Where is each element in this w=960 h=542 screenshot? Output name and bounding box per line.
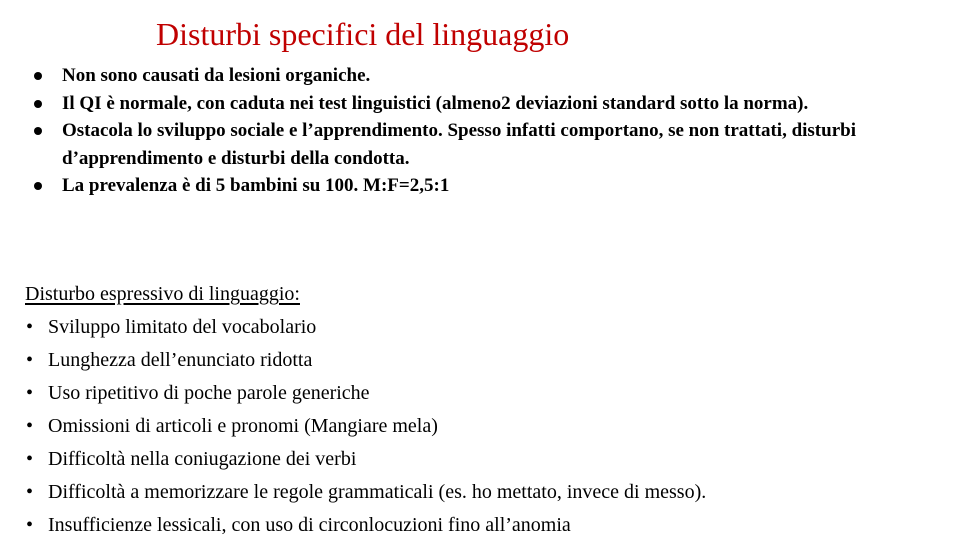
list-item-text: Insufficienze lessicali, con uso di circonlocuzioni fino all’anomia [48,514,571,536]
list-item [25,509,945,542]
section-heading: Disturbo espressivo di linguaggio: [25,283,300,305]
main-point [34,172,934,200]
bullet-icon: • [26,415,34,437]
list-item-text: Difficoltà nella coniugazione dei verbi [48,448,357,470]
bullet-icon: • [26,514,34,536]
symptom-list [25,311,945,542]
expressive-disorder-section [25,278,945,542]
bullet-icon: • [26,448,34,470]
bullet-dot-icon [34,100,42,108]
main-point-text: Non sono causati da lesioni organiche. [62,65,371,86]
bullet-icon: • [26,382,34,404]
main-point [34,90,934,118]
list-item [25,410,945,443]
list-item-text: Uso ripetitivo di poche parole generiche [48,382,370,404]
main-points-list [34,62,934,200]
bullet-dot-icon [34,182,42,190]
list-item [25,476,945,509]
list-item-text: Lunghezza dell’enunciato ridotta [48,349,313,371]
main-point-text: La prevalenza è di 5 bambini su 100. M:F=2,5:1 [62,175,450,196]
slide-title: Disturbi specifici del linguaggio [156,16,570,52]
main-point [34,117,934,172]
bullet-icon: • [26,481,34,503]
list-item [25,311,945,344]
list-item [25,344,945,377]
bullet-dot-icon [34,127,42,135]
list-item [25,443,945,476]
list-item-text: Omissioni di articoli e pronomi (Mangiare mela) [48,415,438,437]
list-item [25,377,945,410]
bullet-icon: • [26,349,34,371]
list-item-text: Difficoltà a memorizzare le regole grammaticali (es. ho mettato, invece di messo). [48,481,707,503]
main-point-text: Ostacola lo sviluppo sociale e l’apprendimento. Spesso infatti comportano, se non trattati, disturbi d’apprendimento e disturbi della condotta. [62,120,856,169]
list-item-text: Sviluppo limitato del vocabolario [48,316,317,338]
bullet-icon: • [26,316,34,338]
bullet-dot-icon [34,72,42,80]
main-point [34,62,934,90]
main-point-text: Il QI è normale, con caduta nei test linguistici (almeno2 deviazioni standard sotto la norma). [62,92,809,114]
